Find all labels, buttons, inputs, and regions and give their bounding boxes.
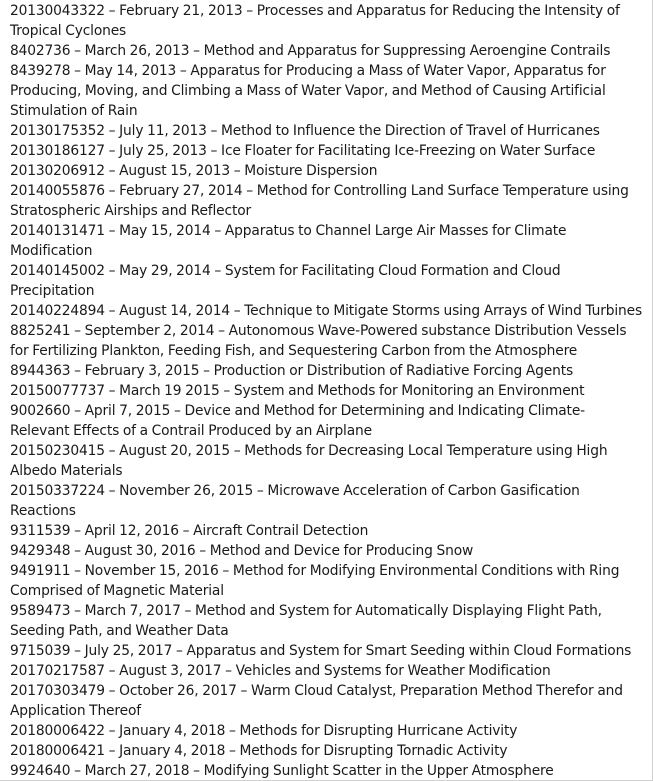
list-item: 9715039 – July 25, 2017 – Apparatus and System for Smart Seeding within Cloud Formations <box>10 643 632 659</box>
list-item: 20150230415 – August 20, 2015 – Methods for Decreasing Local Temperature using High Albedo Materials <box>10 443 608 479</box>
list-item: 8825241 – September 2, 2014 – Autonomous Wave-Powered substance Distribution Vessels for Fertilizing Plankton, Feeding Fish, and Sequestering Carbon from the Atmosphere <box>10 323 627 359</box>
list-item: 20140131471 – May 15, 2014 – Apparatus to Channel Large Air Masses for Climate Modification <box>10 223 567 259</box>
list-item: 8944363 – February 3, 2015 – Production or Distribution of Radiative Forcing Agents <box>10 363 574 379</box>
list-item: 9002660 – April 7, 2015 – Device and Method for Determining and Indicating Climate-Relevant Effects of a Contrail Produced by an Airplane <box>10 403 585 439</box>
list-item: 20150077737 – March 19 2015 – System and Methods for Monitoring an Environment <box>10 383 585 399</box>
patent-list <box>10 1 644 781</box>
list-item: 9311539 – April 12, 2016 – Aircraft Contrail Detection <box>10 523 369 539</box>
list-item: 20140145002 – May 29, 2014 – System for Facilitating Cloud Formation and Cloud Precipitation <box>10 263 561 299</box>
list-item: 20140055876 – February 27, 2014 – Method for Controlling Land Surface Temperature using Stratospheric Airships and Reflector <box>10 183 629 219</box>
list-item: 9589473 – March 7, 2017 – Method and System for Automatically Displaying Flight Path, Seeding Path, and Weather Data <box>10 603 602 639</box>
list-item: 20130043322 – February 21, 2013 – Processes and Apparatus for Reducing the Intensity of Tropical Cyclones <box>10 3 620 39</box>
list-item: 9429348 – August 30, 2016 – Method and Device for Producing Snow <box>10 543 474 559</box>
list-item: 20150337224 – November 26, 2015 – Microwave Acceleration of Carbon Gasification Reactions <box>10 483 580 519</box>
list-item: 20180006421 – January 4, 2018 – Methods for Disrupting Tornadic Activity <box>10 743 508 759</box>
list-item: 8439278 – May 14, 2013 – Apparatus for Producing a Mass of Water Vapor, Apparatus for Producing, Moving, and Climbing a Mass of Water Vapor, and Method of Causing Artificial Stimulation of Rain <box>10 63 606 119</box>
list-item: 20130206912 – August 15, 2013 – Moisture Dispersion <box>10 163 378 179</box>
list-item: 8402736 – March 26, 2013 – Method and Apparatus for Suppressing Aeroengine Contrails <box>10 43 611 59</box>
list-item: 9491911 – November 15, 2016 – Method for Modifying Environmental Conditions with Ring Comprised of Magnetic Material <box>10 563 620 599</box>
list-item: 9924640 – March 27, 2018 – Modifying Sunlight Scatter in the Upper Atmosphere <box>10 763 554 779</box>
list-item: 20130186127 – July 25, 2013 – Ice Floater for Facilitating Ice-Freezing on Water Surface <box>10 143 596 159</box>
list-item: 20170303479 – October 26, 2017 – Warm Cloud Catalyst, Preparation Method Therefor and Application Thereof <box>10 683 623 719</box>
list-item: 20140224894 – August 14, 2014 – Technique to Mitigate Storms using Arrays of Wind Turbines <box>10 303 643 319</box>
list-item: 20170217587 – August 3, 2017 – Vehicles and Systems for Weather Modification <box>10 663 551 679</box>
list-item: 20180006422 – January 4, 2018 – Methods for Disrupting Hurricane Activity <box>10 723 518 739</box>
list-item: 20130175352 – July 11, 2013 – Method to Influence the Direction of Travel of Hurricanes <box>10 123 600 139</box>
